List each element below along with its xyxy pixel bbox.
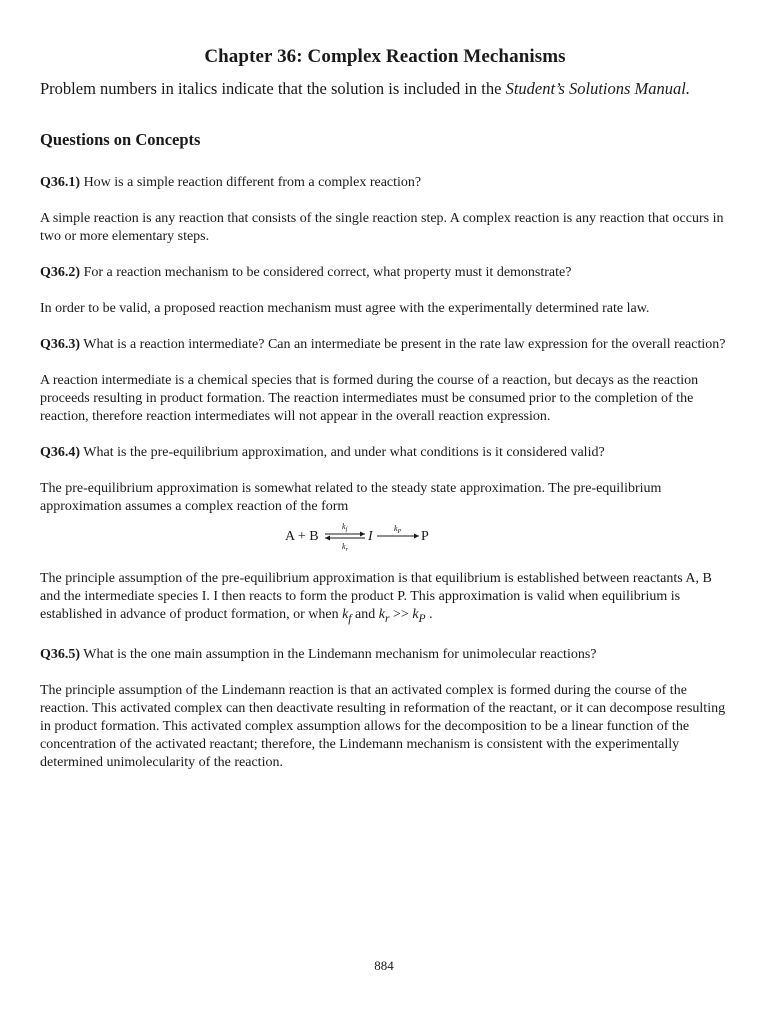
answer-4-text: The principle assumption of the pre-equilibrium approximation is that equilibrium is established between reactants A, B and the intermediate species I. I then reacts to form the product P. This approximation is valid when equilibrium is established in advance of product formation, or when (40, 571, 712, 622)
question-text: How is a simple reaction different from a complex reaction? (80, 175, 422, 190)
question-4 (40, 444, 730, 462)
product-arrowhead (414, 534, 419, 539)
question-5 (40, 646, 730, 664)
and-text: and (351, 607, 379, 622)
answer-2: In order to be valid, a proposed reaction mechanism must agree with the experimentally determined rate law. (40, 301, 650, 316)
question-text: What is the pre-equilibrium approximation, and under what conditions is it considered valid? (80, 445, 605, 460)
reaction-equation (40, 520, 730, 554)
forward-arrowhead (360, 532, 365, 537)
reaction-equation-svg (285, 520, 485, 554)
eq-kr: $k_r$ (342, 542, 348, 553)
intro-paragraph (40, 78, 730, 100)
kp-symbol: $k_P$ (412, 607, 426, 625)
manual-name: Student’s Solutions Manual. (505, 79, 691, 98)
kf-symbol: $k_f$ (342, 607, 352, 625)
question-number: Q36.5) (40, 646, 81, 662)
question-3 (40, 336, 730, 354)
end-text: . (425, 607, 433, 622)
eq-kp: $k_P$ (394, 524, 402, 535)
eq-reactants: A + B (285, 529, 319, 544)
document-page (40, 46, 730, 790)
question-text: What is a reaction intermediate? Can an intermediate be present in the rate law expression for the overall reaction? (80, 337, 726, 352)
question-2 (40, 264, 730, 282)
kr-symbol: $k_r$ (378, 607, 390, 625)
question-text: For a reaction mechanism to be considered correct, what property must it demonstrate? (80, 265, 572, 280)
gg-text: >> (389, 607, 413, 622)
eq-intermediate: I (368, 529, 373, 544)
page-number: 884 (374, 958, 394, 973)
answer-1: A simple reaction is any reaction that consists of the single reaction step. A complex reaction is any reaction that occurs in two or more elementary steps. (40, 211, 724, 244)
question-number: Q36.4) (40, 445, 81, 460)
answer-5: The principle assumption of the Lindemann reaction is that an activated complex is formed during the course of the reaction. This activated complex can then deactivate resulting in reformation of the reactant, or it can decompose resulting in product formation. This activated complex assumption allows for the decomposition to be a linear function of the concentration of the activated reactant; therefore, the Lindemann mechanism is consistent with the experimentally determined unimolecularity of the reaction. (40, 682, 726, 770)
answer-3: A reaction intermediate is a chemical species that is formed during the course of a reaction, but decays as the reaction proceeds resulting in product formation. The reaction intermediates must be consumed prior to the completion of the reaction, therefore reaction intermediates will not appear in the overall reaction expression. (40, 373, 699, 424)
answer-4: The pre-equilibrium approximation is somewhat related to the steady state approximation. The pre-equilibrium approximation assumes a complex reaction of the form (40, 481, 662, 514)
answer-4-continued (40, 570, 730, 628)
chapter-title: Chapter 36: Complex Reaction Mechanisms (204, 46, 566, 67)
question-1 (40, 174, 730, 192)
question-number: Q36.2) (40, 265, 81, 280)
question-number: Q36.1) (40, 175, 81, 190)
eq-product: P (421, 529, 429, 544)
eq-kf: $k_f$ (342, 522, 348, 533)
question-number: Q36.3) (40, 337, 81, 352)
section-heading: Questions on Concepts (40, 130, 201, 149)
question-text: What is the one main assumption in the Lindemann mechanism for unimolecular reactions? (80, 646, 597, 662)
reverse-arrowhead (325, 536, 330, 541)
intro-text: Problem numbers in italics indicate that the solution is included in the (40, 79, 506, 98)
